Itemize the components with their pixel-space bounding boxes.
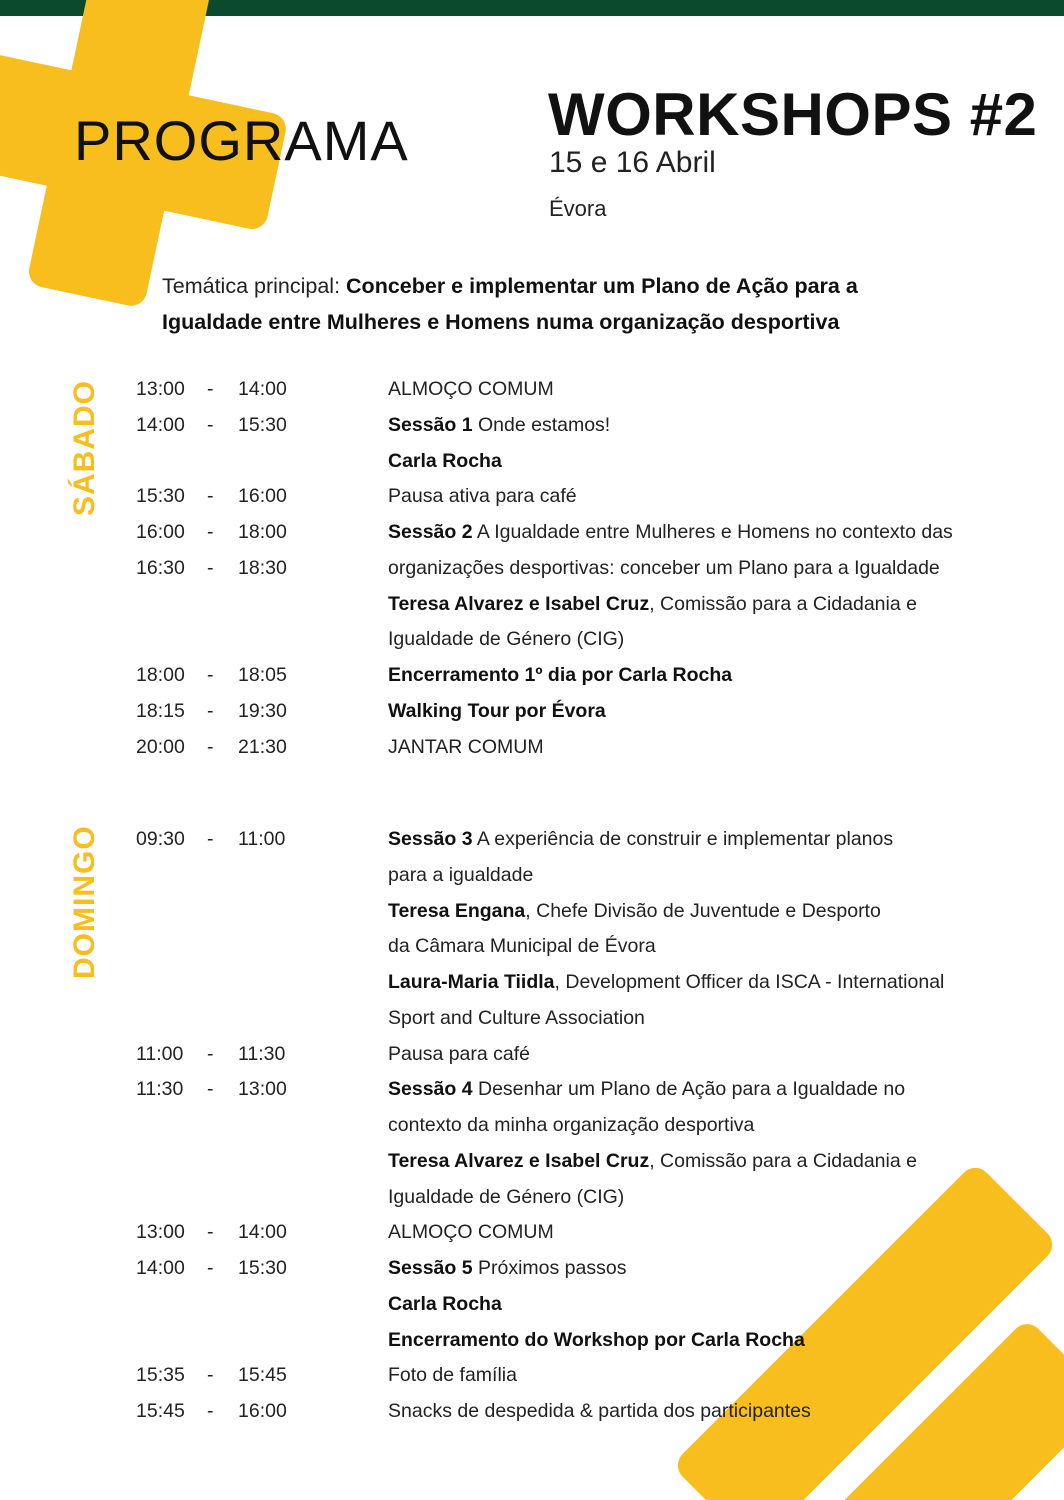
schedule-row — [0, 1000, 1064, 1036]
time-separator: - — [207, 521, 214, 543]
time-separator: - — [207, 699, 214, 722]
time-separator: - — [207, 485, 214, 508]
session-description — [388, 443, 502, 479]
time-separator: - — [207, 1400, 214, 1422]
end-time: 14:00 — [238, 378, 287, 400]
workshop-place: Évora — [549, 196, 607, 221]
session-highlight: Teresa Alvarez e Isabel Cruz — [388, 592, 650, 615]
start-time: 11:00 — [136, 1042, 184, 1065]
start-time: 11:30 — [136, 1078, 184, 1101]
session-highlight: Sessão 3 — [388, 828, 473, 850]
start-time: 09:30 — [136, 828, 185, 850]
session-text: A Igualdade entre Mulheres e Homens no contexto das — [472, 521, 953, 543]
end-time: 21:30 — [238, 735, 287, 758]
session-description — [388, 1286, 502, 1322]
end-time: 18:05 — [238, 664, 287, 686]
session-description — [388, 1250, 626, 1286]
session-text: Igualdade de Género (CIG) — [388, 1185, 625, 1208]
start-time: 18:15 — [136, 699, 185, 722]
session-highlight: Walking Tour por Évora — [388, 699, 606, 722]
end-time: 18:00 — [238, 521, 287, 543]
start-time: 18:00 — [136, 664, 185, 686]
start-time: 20:00 — [136, 735, 185, 758]
session-text: A experiência de construir e implementar planos — [472, 828, 894, 850]
session-text: para a igualdade — [388, 863, 534, 886]
session-highlight: Sessão 4 — [388, 1078, 473, 1101]
session-description — [388, 928, 656, 964]
session-text: Desenhar um Plano de Ação para a Igualdade no — [472, 1078, 906, 1101]
session-text: Pausa ativa para café — [388, 485, 577, 508]
schedule-row — [0, 1179, 1064, 1215]
schedule-row — [0, 693, 1064, 729]
schedule-row — [0, 586, 1064, 622]
session-text: Snacks de despedida & partida dos participantes — [388, 1400, 811, 1422]
theme-label: Temática principal: — [162, 274, 347, 298]
end-time: 11:00 — [238, 828, 286, 850]
end-time: 18:30 — [238, 556, 287, 579]
end-time: 15:30 — [238, 413, 287, 436]
time-separator: - — [207, 735, 214, 758]
session-description — [388, 371, 554, 407]
time-separator: - — [207, 1078, 214, 1101]
session-description — [388, 1393, 811, 1429]
time-separator: - — [207, 828, 214, 850]
schedule-row — [0, 893, 1064, 929]
schedule-row — [0, 621, 1064, 657]
schedule-row — [0, 1322, 1064, 1358]
time-separator: - — [207, 1042, 214, 1065]
schedule-row — [0, 1036, 1064, 1072]
start-time: 16:30 — [136, 556, 185, 579]
schedule-row — [0, 657, 1064, 693]
schedule-row — [0, 371, 1064, 407]
session-description — [388, 1214, 554, 1250]
session-highlight: Encerramento 1º dia por Carla Rocha — [388, 664, 733, 686]
session-text: , Comissão para a Cidadania e — [649, 592, 917, 615]
end-time: 16:00 — [238, 1400, 287, 1422]
session-highlight: Teresa Alvarez e Isabel Cruz — [388, 1149, 650, 1172]
session-description — [388, 1179, 624, 1215]
start-time: 15:35 — [136, 1364, 185, 1387]
time-separator: - — [207, 556, 214, 579]
session-text: , Development Officer da ISCA - International — [554, 971, 945, 993]
session-description — [388, 478, 577, 514]
schedule-row — [0, 1107, 1064, 1143]
session-text: da Câmara Municipal de Évora — [388, 935, 656, 958]
schedule-row — [0, 550, 1064, 586]
schedule-row — [0, 1214, 1064, 1250]
workshop-date: 15 e 16 Abril — [549, 146, 716, 179]
session-text: organizações desportivas: conceber um Plano para a Igualdade — [388, 556, 940, 579]
session-description — [388, 1000, 645, 1036]
time-separator: - — [207, 1364, 214, 1387]
main-theme — [162, 268, 922, 340]
schedule-row — [0, 1393, 1064, 1429]
schedule-row — [0, 1071, 1064, 1107]
session-description — [388, 514, 953, 550]
session-description — [388, 1143, 917, 1179]
session-text: Igualdade de Género (CIG) — [388, 628, 625, 651]
session-highlight: Encerramento do Workshop por Carla Rocha — [388, 1328, 805, 1351]
start-time: 15:30 — [136, 485, 185, 508]
end-time: 11:30 — [238, 1042, 286, 1065]
programa-heading: PROGRAMA — [74, 109, 409, 172]
session-highlight: Sessão 1 — [388, 413, 473, 436]
schedule-row — [0, 1357, 1064, 1393]
session-highlight: Carla Rocha — [388, 449, 502, 472]
session-description — [388, 657, 732, 693]
session-description — [388, 1036, 530, 1072]
session-text: , Comissão para a Cidadania e — [649, 1149, 917, 1172]
end-time: 15:45 — [238, 1364, 287, 1387]
session-text: Foto de família — [388, 1364, 517, 1387]
start-time: 15:45 — [136, 1400, 185, 1422]
schedule-row — [0, 964, 1064, 1000]
session-description — [388, 586, 917, 622]
schedule-row — [0, 821, 1064, 857]
time-separator: - — [207, 664, 214, 686]
session-text: Sport and Culture Association — [388, 1006, 645, 1029]
workshop-title: WORKSHOPS #2 — [548, 81, 1038, 148]
session-description — [388, 821, 893, 857]
session-description — [388, 1322, 805, 1358]
start-time: 14:00 — [136, 413, 185, 436]
session-description — [388, 893, 881, 929]
session-description — [388, 729, 544, 765]
schedule-row — [0, 1286, 1064, 1322]
day-label-saturday: SÁBADO — [68, 379, 101, 516]
session-description — [388, 693, 606, 729]
end-time: 16:00 — [238, 485, 287, 508]
schedule-row — [0, 443, 1064, 479]
session-description — [388, 621, 624, 657]
session-highlight: Laura-Maria Tiidla — [388, 971, 555, 993]
end-time: 19:30 — [238, 699, 287, 722]
session-text: JANTAR COMUM — [388, 735, 544, 758]
schedule-row — [0, 514, 1064, 550]
session-description — [388, 407, 610, 443]
end-time: 14:00 — [238, 1221, 287, 1244]
session-text: Onde estamos! — [472, 413, 611, 436]
end-time: 13:00 — [238, 1078, 287, 1101]
session-text: Pausa para café — [388, 1042, 531, 1065]
session-highlight: Sessão 2 — [388, 521, 473, 543]
session-highlight: Sessão 5 — [388, 1257, 473, 1279]
session-text: Próximos passos — [472, 1257, 627, 1279]
session-description — [388, 550, 940, 586]
session-highlight: Carla Rocha — [388, 1292, 502, 1315]
session-text: , Chefe Divisão de Juventude e Desporto — [525, 899, 881, 922]
session-description — [388, 857, 533, 893]
session-description — [388, 1071, 905, 1107]
start-time: 14:00 — [136, 1257, 185, 1279]
schedule-row — [0, 407, 1064, 443]
schedule-row — [0, 857, 1064, 893]
session-text: ALMOÇO COMUM — [388, 378, 554, 400]
schedule-row — [0, 729, 1064, 765]
session-description — [388, 1357, 517, 1393]
session-description — [388, 1107, 754, 1143]
schedule-row — [0, 1250, 1064, 1286]
schedule-row — [0, 478, 1064, 514]
end-time: 15:30 — [238, 1257, 287, 1279]
schedule-row — [0, 928, 1064, 964]
time-separator: - — [207, 413, 214, 436]
start-time: 13:00 — [136, 378, 185, 400]
session-highlight: Teresa Engana — [388, 899, 526, 922]
start-time: 16:00 — [136, 521, 185, 543]
theme-text: Conceber e implementar um Plano de Ação para a Igualdade entre Mulheres e Homens numa organização desportiva — [162, 274, 858, 334]
time-separator: - — [207, 1257, 214, 1279]
time-separator: - — [207, 378, 214, 400]
time-separator: - — [207, 1221, 214, 1244]
session-description — [388, 964, 944, 1000]
session-text: ALMOÇO COMUM — [388, 1221, 554, 1244]
start-time: 13:00 — [136, 1221, 185, 1244]
day-label-sunday: DOMINGO — [68, 825, 101, 979]
session-text: contexto da minha organização desportiva — [388, 1114, 755, 1136]
schedule-row — [0, 1143, 1064, 1179]
